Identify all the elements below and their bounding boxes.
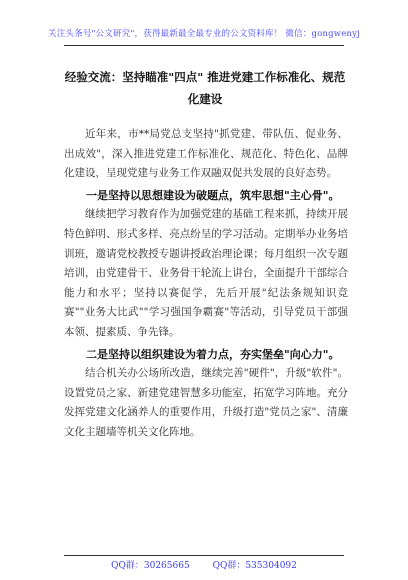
title-line-1: 经验交流：坚持瞄准"四点" 推进党建工作标准化、规范 (64, 70, 346, 84)
section-heading-1: 一是坚持以思想建设为破题点，筑牢思想"主心骨"。 (86, 188, 340, 202)
document-body (64, 125, 348, 443)
header-divider (64, 45, 344, 46)
header-note: 关注头条号"公文研究"，获得最新最全最专业的公文资料库！ 微信：gongwenyj (48, 29, 360, 39)
section-paragraph-1: 继续把学习教育作为加强党建的基础工程来抓，持续开展特色鲜明、形式多样、亮点纷呈的学习活动。定期举办业务培训班，邀请党校教授专题讲授政治理论课；每月组织一次专题培训，由党建骨干、业务骨干轮流上讲台，全面提升干部综合能力和水平；坚持以赛促学，先后开展"纪法条规知识竞赛""业务大比武""学习强国争霸赛"等活动，引导党员干部强本领、提素质、争先锋。 (64, 208, 348, 338)
qq-group-2: QQ群：535304092 (212, 561, 297, 571)
section-heading-2: 二是坚持以组织建设为着力点，夯实堡垒"向心力"。 (86, 347, 340, 361)
section-paragraph-2: 结合机关办公场所改造，继续完善"硬件"，升级"软件"。设置党员之家、新建党建智慧多功能室，拓宽学习阵地。充分发挥党建文化涵养人的重要作用，升级打造"党员之家"、清廉文化主题墙等机关文化阵地。 (64, 367, 348, 438)
document-title (64, 66, 346, 110)
footer-divider (64, 555, 344, 556)
intro-paragraph: 近年来，市**局党总支坚持"抓党建、带队伍、促业务、出成效"，深入推进党建工作标准化、规范化、特色化、品牌化建设，呈现党建与业务工作双融双促共发展的良好态势。 (64, 128, 348, 180)
title-line-2: 化建设 (187, 92, 223, 106)
qq-group-1: QQ群：30265665 (111, 561, 190, 571)
footer-contact (0, 558, 408, 571)
